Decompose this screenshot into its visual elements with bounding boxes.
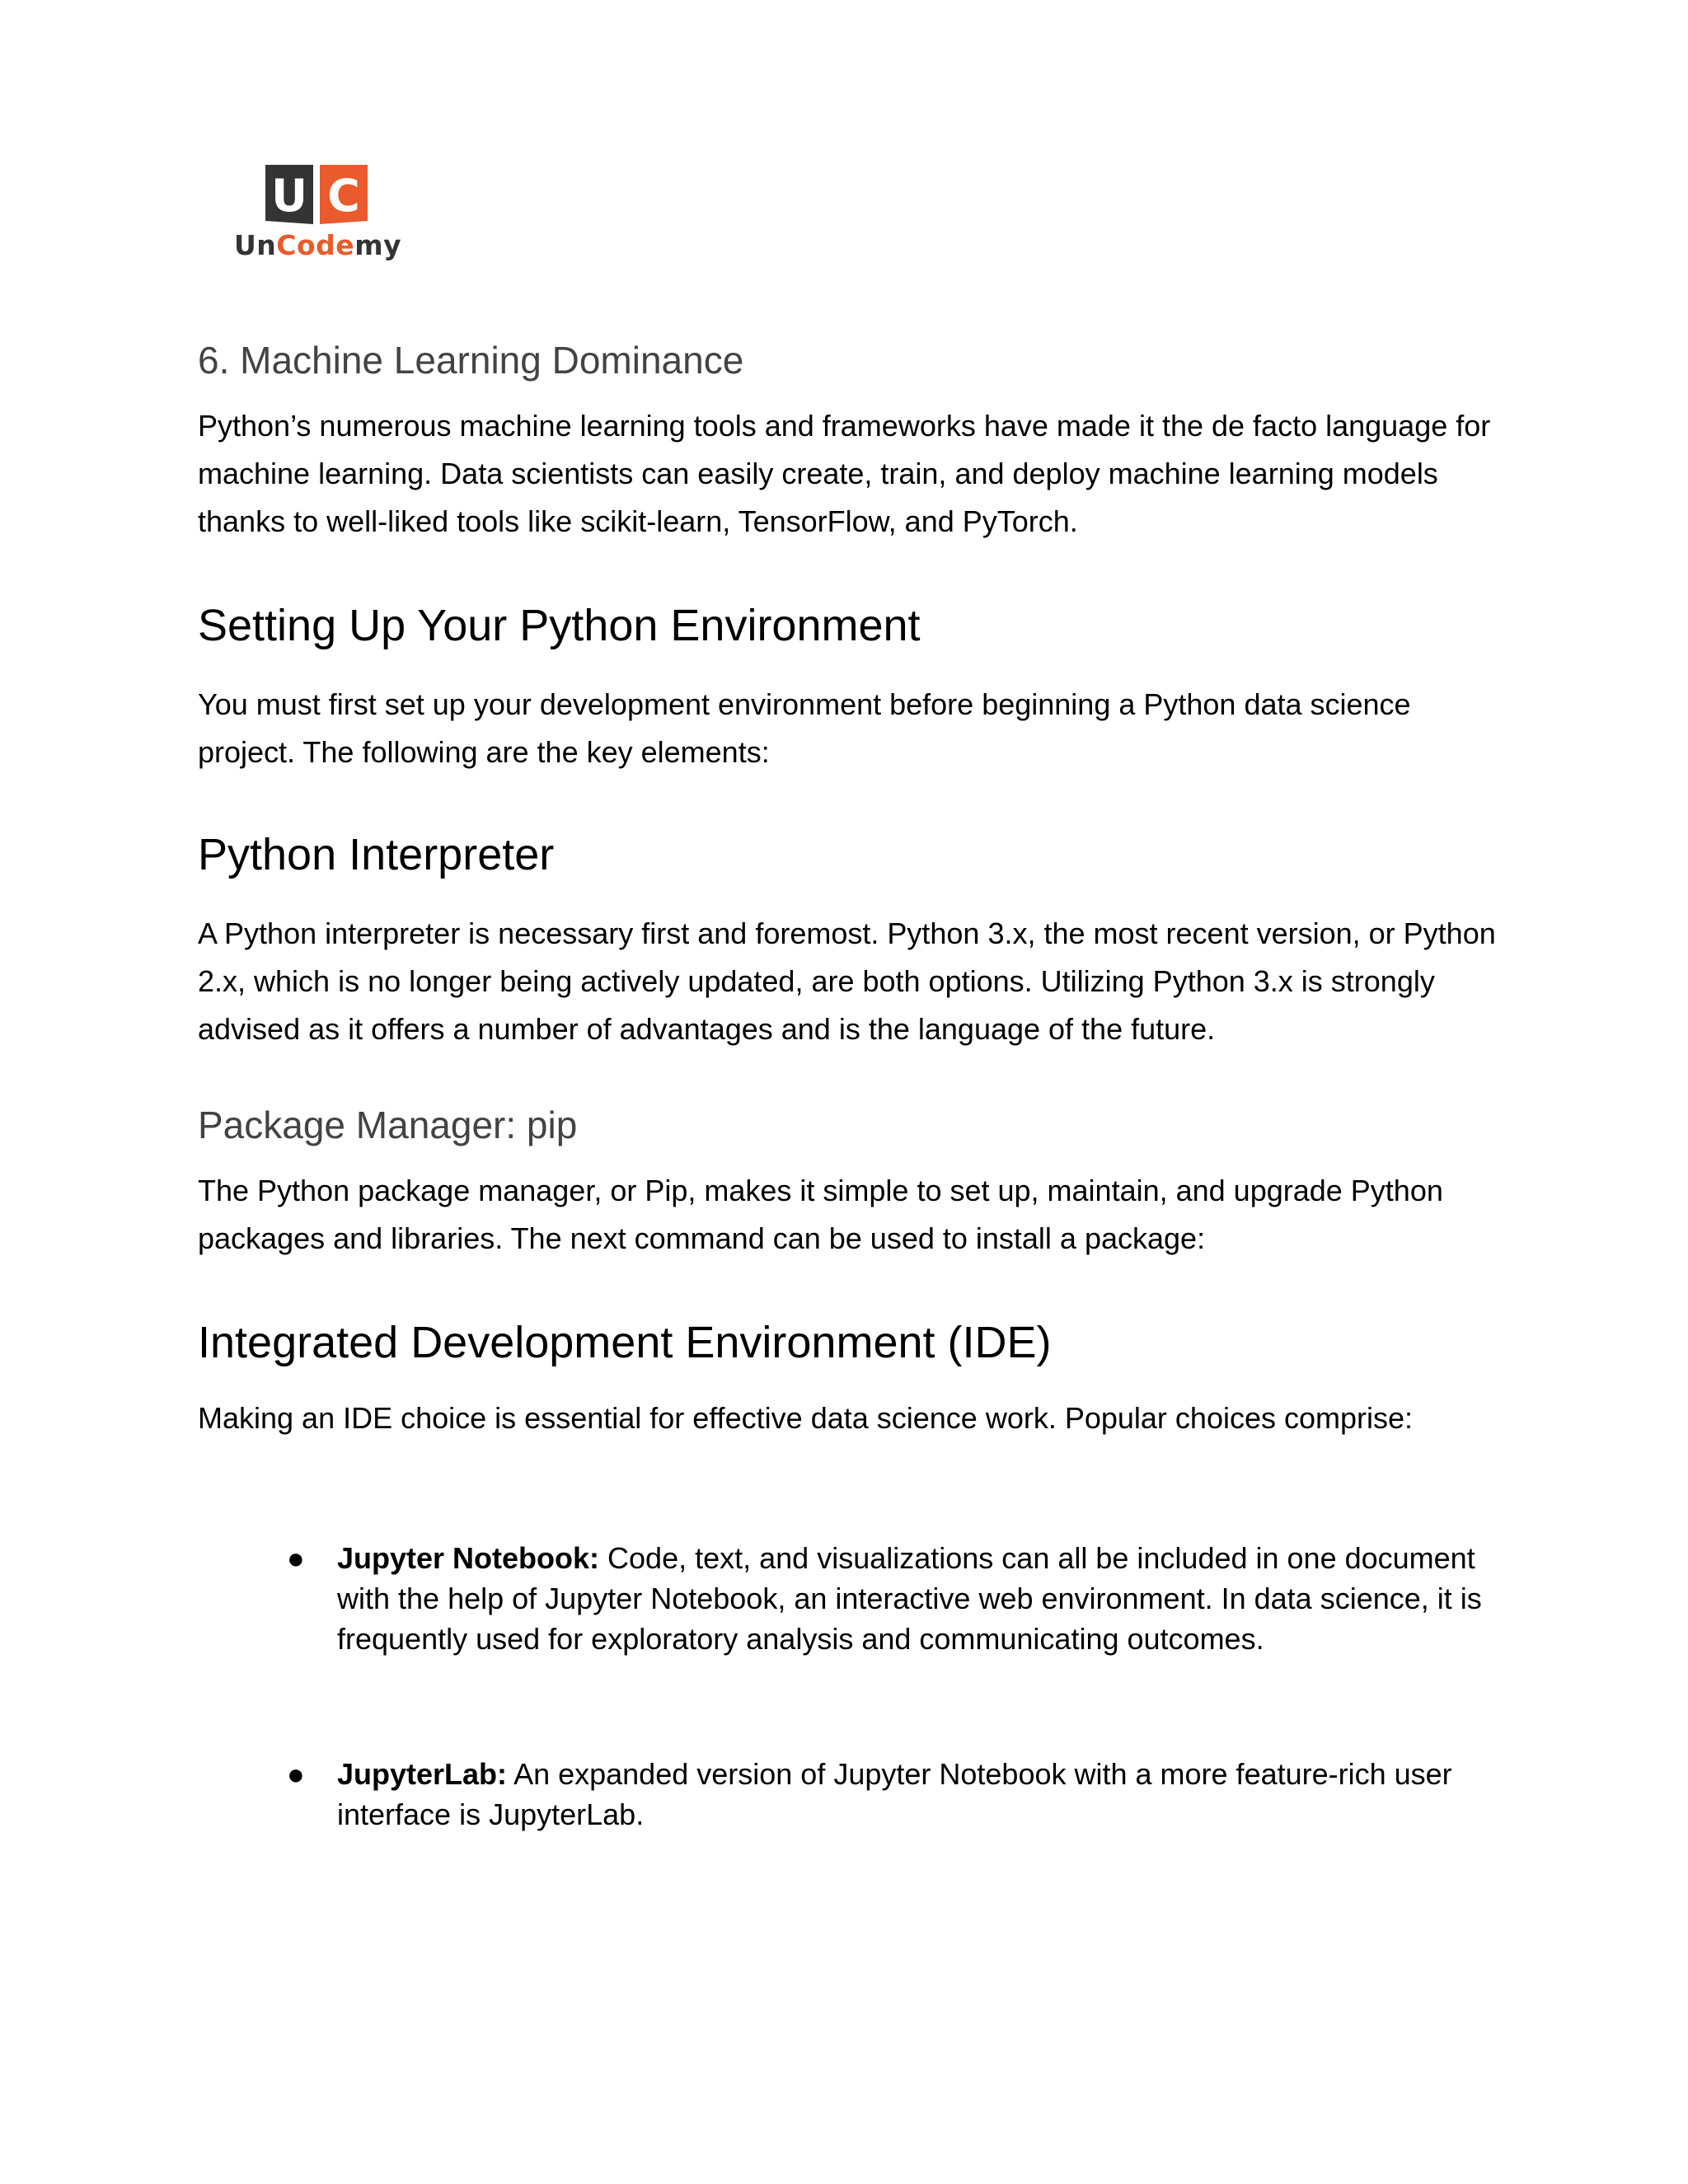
interpreter-paragraph: A Python interpreter is necessary first and foremost. Python 3.x, the most recent version, or Python 2.x, which is no longer being actively updated, are both options. Utilizing Python 3.x is strongly advised as it offers a number of advantages and is the language of the future. [198, 916, 1496, 1046]
uncodemy-logo [234, 162, 402, 270]
logo-word-code: Code [276, 229, 355, 261]
env-paragraph: You must first set up your development environment before beginning a Python data science project. The following are the key elements: [198, 687, 1411, 769]
interpreter-heading: Python Interpreter [198, 830, 555, 879]
list-item-description: Code, text, and visualizations can all be included in one document with the help of Jupyter Notebook, an interactive web environment. In data science, it is frequently used for exploratory analysis and communicating outcomes. [337, 1541, 1482, 1656]
pip-heading: Package Manager: pip [198, 1104, 578, 1146]
list-item-term: Jupyter Notebook: [337, 1541, 600, 1575]
bullet-icon: ● [287, 1541, 305, 1575]
list-item-text [337, 1754, 1507, 1835]
ide-paragraph: Making an IDE choice is essential for effective data science work. Popular choices comprise: [198, 1401, 1414, 1435]
ml-heading: 6. Machine Learning Dominance [198, 339, 744, 382]
list-item-text [337, 1538, 1507, 1659]
logo-letter-c: C [327, 170, 360, 222]
logo-word-un: Un [234, 229, 277, 261]
logo-word-my: my [354, 229, 402, 261]
logo-emblem [234, 162, 399, 227]
env-heading: Setting Up Your Python Environment [198, 601, 921, 650]
bullet-icon: ● [287, 1757, 305, 1791]
ide-heading: Integrated Development Environment (IDE) [198, 1318, 1052, 1367]
list-item-term: JupyterLab: [337, 1757, 508, 1791]
ml-paragraph: Python’s numerous machine learning tools and frameworks have made it the de facto language for machine learning. Data scientists can easily create, train, and deploy machine learning models thanks to well-liked tools like scikit-learn, TensorFlow, and PyTorch. [198, 409, 1491, 538]
pip-paragraph: The Python package manager, or Pip, makes it simple to set up, maintain, and upgrade Python packages and libraries. The next command can be used to install a package: [198, 1174, 1443, 1255]
list-item-description: An expanded version of Jupyter Notebook with a more feature-rich user interface is JupyterLab. [337, 1757, 1452, 1831]
logo-letter-u: U [271, 170, 307, 222]
logo-wordmark [234, 229, 402, 261]
